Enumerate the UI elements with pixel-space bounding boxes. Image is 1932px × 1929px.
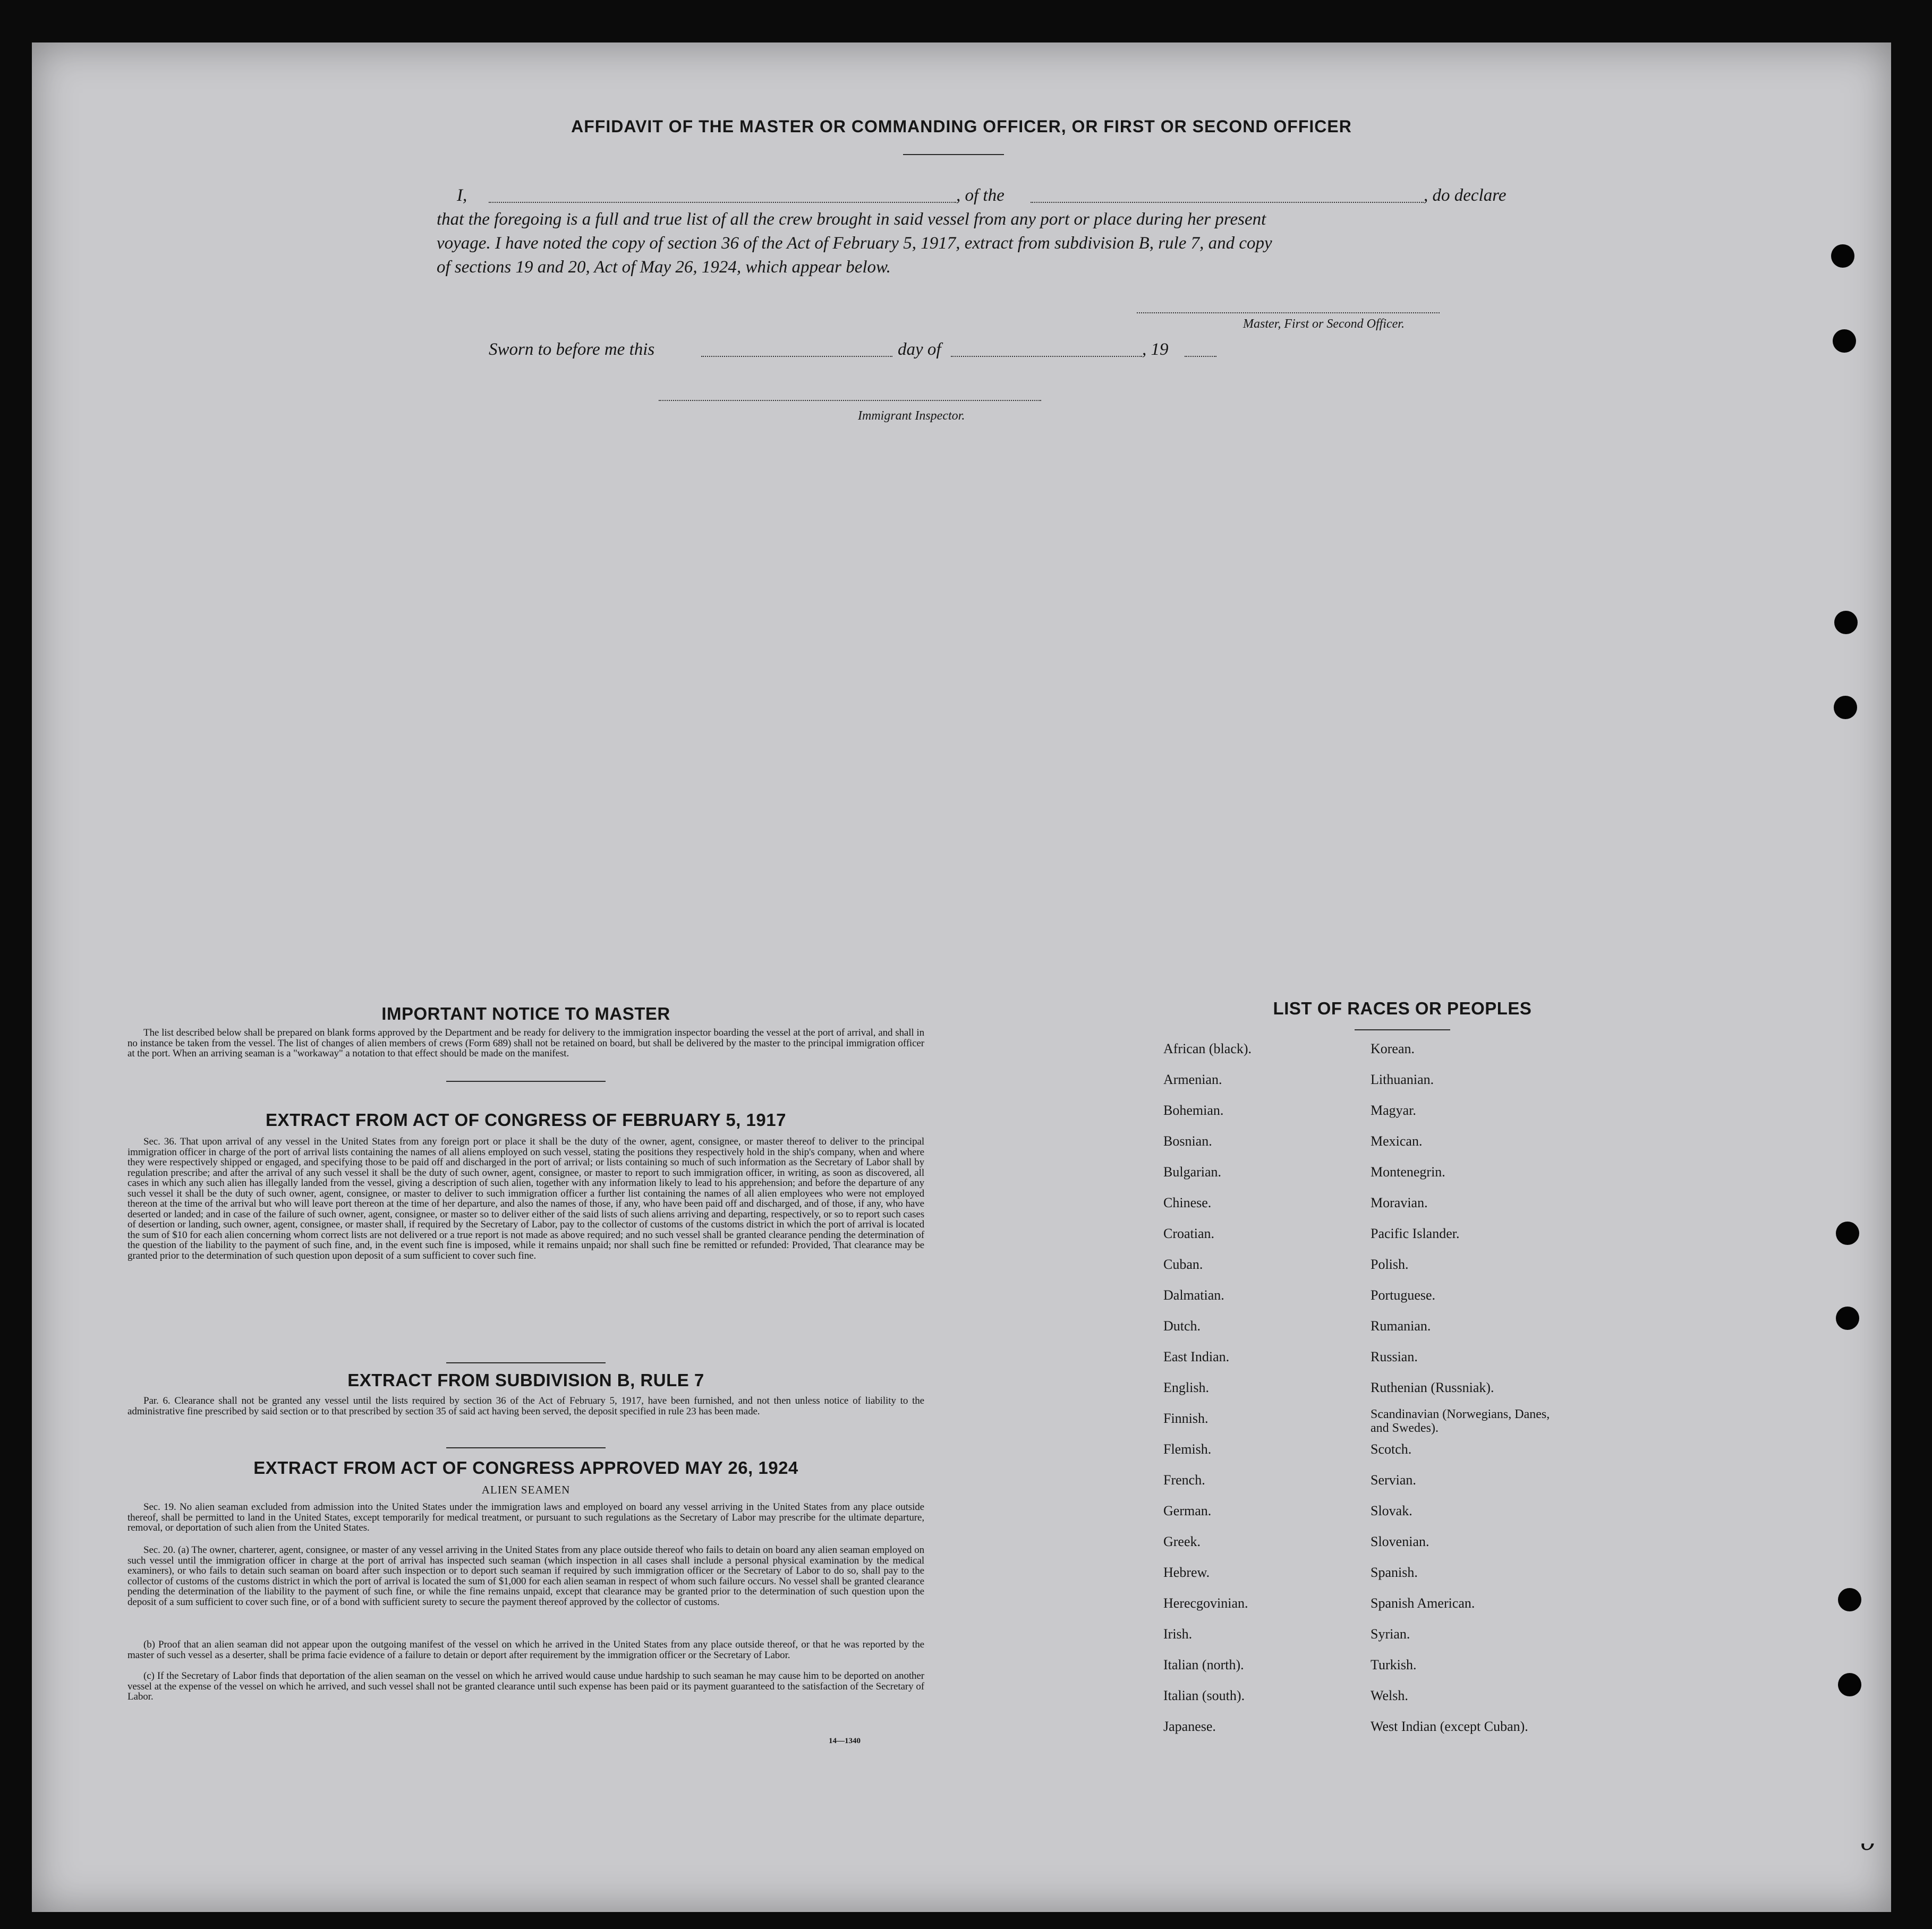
race-left-item: East Indian. [1163,1349,1230,1364]
divider [446,1362,606,1363]
race-right-item: Slovak. [1371,1503,1412,1518]
race-right-item: Moravian. [1371,1195,1428,1210]
punch-hole [1834,696,1857,719]
sec20c-text: (c) If the Secretary of Labor finds that deportation of the alien seaman on the vessel on which he arrived would cause undue hardship to such seaman he may cause him to be deported on another vessel at the expense of the vessel on which he arrived, and such vessel shall not be granted clearance until such expense has been paid or its payment guaranteed to the satisfaction of the Secretary of Labor. [127,1670,924,1702]
race-right-item: Scandinavian (Norwegians, Danes, and Swedes). [1371,1407,1550,1435]
race-left-item: Chinese. [1163,1195,1212,1210]
race-right-item: Turkish. [1371,1657,1417,1672]
declaration-line-4: of sections 19 and 20, Act of May 26, 1924, which appear below. [437,258,891,277]
race-left-item: Finnish. [1163,1411,1208,1426]
race-right-item: Syrian. [1371,1626,1410,1642]
race-left-item: Armenian. [1163,1072,1222,1087]
year-prefix-label: , 19 [1142,340,1169,359]
race-right-item: Korean. [1371,1041,1415,1056]
race-left-item: German. [1163,1503,1212,1518]
punch-hole [1838,1673,1861,1696]
rule7-text: Par. 6. Clearance shall not be granted any vessel until the lists required by section 36 of the Act of February 5, 1917, have been furnished, and not then unless notice of liability to the administrative fine prescribed by said section or to that prescribed by section 35 of said act having been served, the deposit specified in rule 23 has been made. [127,1395,924,1417]
punch-hole [1838,1588,1861,1611]
sec20a-text: Sec. 20. (a) The owner, charterer, agent, consignee, or master of any vessel arriving in the United States from any place outside thereof who fails to detain on board any alien seaman employed on such vessel until the immigration officer in charge at the port of arrival has inspected such seaman (which inspection in all cases shall include a personal physical examination by the medical examiners), or who fails to detain such seaman on board after such inspection or to deport such seaman if required by such immigration officer or the Secretary of Labor to do so, shall pay to the collector of customs of the customs district in which the port of arrival is located the sum of $1,000 for each alien seaman in respect of whom such failure occurs. No vessel shall be granted clearance pending the determination of the liability to the payment of such fine, or while the fine remains unpaid, except that clearance may be granted prior to the determination of such question upon the deposit of a sum sufficient to cover such fine, or of a bond with sufficient surety to secure the payment thereof approved by the collector of customs. [127,1544,924,1608]
handwritten-mark: ᴗ [1859,1827,1874,1856]
race-right-item: Scotch. [1371,1441,1412,1457]
race-left-item: Croatian. [1163,1226,1215,1241]
race-right-item: Ruthenian (Russniak). [1371,1380,1494,1395]
notice-text: The list described below shall be prepared on blank forms approved by the Department and be ready for delivery to the immigration inspector boarding the vessel at the port of arrival, and shall in no instance be taken from the vessel. The list of changes of alien members of crews (Form 689) shall not be retained on board, but shall be delivered by the master to the principal immigration officer at the port. When an arriving seaman is a "workaway" a notation to that effect should be made on the manifest. [127,1027,924,1059]
punch-hole [1834,611,1858,634]
race-left-item: African (black). [1163,1041,1252,1056]
races-title: LIST OF RACES OR PEOPLES [1273,998,1532,1018]
race-left-item: Flemish. [1163,1441,1212,1457]
race-left-item: Cuban. [1163,1257,1203,1272]
name-field[interactable] [489,202,956,203]
declaration-line-3: voyage. I have noted the copy of section 36 of the Act of February 5, 1917, extract from subdivision B, rule 7, and copy [437,234,1272,253]
sec20b-text: (b) Proof that an alien seaman did not appear upon the outgoing manifest of the vessel on which he arrived in the United States from any place outside thereof, or that he was reported by the master of such vessel as a deserter, shall be prima facie evidence of a failure to detain or deport after requirement by the immigration officer or the Secretary of Labor. [127,1639,924,1661]
race-right-item: Portuguese. [1371,1287,1436,1303]
race-left-item: English. [1163,1380,1209,1395]
day-of-label: day of [898,340,941,359]
sworn-year-field[interactable] [1185,356,1216,357]
extract-1917-text: Sec. 36. That upon arrival of any vessel in the United States from any foreign port or place it shall be the duty of the owner, agent, consignee, or master thereof to deliver to the principal immigration officer in charge of the port of arrival lists containing the names of all aliens employed on such vessel, stating the positions they respectively hold in the ship's company, when and where they were respectively shipped or engaged, and specifying those to be paid off and discharged in the port of arrival; or lists containing so much of such information as the Secretary of Labor shall by regulation prescribe; and after the arrival of any such vessel it shall be the duty of such owner, agent, consignee, or master to report to such immigration officer, in writing, as soon as discovered, all cases in which any such alien has illegally landed from the vessel, giving a description of such alien, together with any information likely to lead to his apprehension; and before the departure of any such vessel it shall be the duty of such owner, agent, consignee, or master to deliver to such immigration officer a further list containing the names of all alien employees who were not employed thereon at the time of the arrival but who will leave port thereon at the time of her departure, and also the names of those, if any, who have been paid off and discharged, and of those, if any, who have deserted or landed; and in case of the failure of such owner, agent, consignee, or master so to deliver either of the said lists of such aliens arriving and departing, respectively, or so to report such cases of desertion or landing, such owner, agent, consignee, or master shall, if required by the Secretary of Labor, pay to the collector of customs of the customs district in which the port of arrival is located the sum of $10 for each alien concerning whom correct lists are not delivered or a true report is not made as above required; and no such vessel shall be granted clearance pending the determination of the question of the liability to the payment of such fine, and, in the event such fine is imposed, while it remains unpaid; nor shall such fine be remitted or refunded: Provided, That clearance may be granted prior to the determination of such question upon deposit of a sum sufficient to cover such fine. [127,1136,924,1261]
notice-title: IMPORTANT NOTICE TO MASTER [381,1004,670,1023]
declaration-i-label: I, [457,186,467,205]
race-right-item: Lithuanian. [1371,1072,1434,1087]
divider [446,1447,606,1448]
race-right-item: Russian. [1371,1349,1418,1364]
race-right-item: Spanish. [1371,1565,1418,1580]
race-right-item: Montenegrin. [1371,1164,1445,1180]
declaration-of-the-label: , of the [956,186,1005,205]
race-left-item: Dutch. [1163,1318,1201,1334]
sworn-day-field[interactable] [701,356,892,357]
punch-hole [1833,329,1856,353]
race-left-item: Herecgovinian. [1163,1595,1248,1611]
race-left-item: Japanese. [1163,1719,1216,1734]
alien-seamen-subtitle: ALIEN SEAMEN [481,1483,571,1496]
extract-1917-title: EXTRACT FROM ACT OF CONGRESS OF FEBRUARY 5, 1917 [266,1110,786,1130]
master-signature-label: Master, First or Second Officer. [1243,317,1405,331]
sworn-month-field[interactable] [951,356,1142,357]
document-page [32,42,1891,1912]
declaration-do-declare-label: , do declare [1424,186,1507,205]
race-right-item: Spanish American. [1371,1595,1475,1611]
divider [446,1081,606,1082]
punch-hole [1836,1307,1859,1330]
race-right-item: West Indian (except Cuban). [1371,1719,1528,1734]
title-rule [903,154,1004,155]
race-right-item: Slovenian. [1371,1534,1429,1549]
race-left-item: Hebrew. [1163,1565,1210,1580]
race-left-item: Greek. [1163,1534,1201,1549]
races-title-rule [1355,1029,1450,1030]
declaration-line-2: that the foregoing is a full and true list of all the crew brought in said vessel from any port or place during her present [437,210,1266,229]
punch-hole [1831,244,1854,268]
race-right-item: Magyar. [1371,1103,1416,1118]
race-left-item: Dalmatian. [1163,1287,1224,1303]
vessel-field[interactable] [1031,202,1424,203]
inspector-signature-line[interactable] [659,400,1041,401]
race-left-item: Italian (south). [1163,1688,1245,1703]
form-number: 14—1340 [829,1737,861,1745]
sec19-text: Sec. 19. No alien seaman excluded from admission into the United States under the immigration laws and employed on board any vessel arriving in the United States from any place outside thereof, shall be permitted to land in the United States, except temporarily for medical treatment, or pursuant to such regulations as the Secretary of Labor may prescribe for the ultimate departure, removal, or deportation of such alien from the United States. [127,1501,924,1533]
race-left-item: Bohemian. [1163,1103,1224,1118]
race-left-item: Bulgarian. [1163,1164,1222,1180]
sworn-label: Sworn to before me this [489,340,655,359]
race-right-item: Rumanian. [1371,1318,1431,1334]
extract-1924-title: EXTRACT FROM ACT OF CONGRESS APPROVED MAY 26, 1924 [253,1458,798,1478]
race-right-item: Polish. [1371,1257,1409,1272]
race-right-item: Mexican. [1371,1133,1423,1149]
master-signature-line[interactable] [1137,312,1440,313]
race-right-item: Welsh. [1371,1688,1408,1703]
race-left-item: Italian (north). [1163,1657,1244,1672]
rule7-title: EXTRACT FROM SUBDIVISION B, RULE 7 [347,1370,704,1390]
punch-hole [1836,1222,1859,1245]
affidavit-title: AFFIDAVIT OF THE MASTER OR COMMANDING OFFICER, OR FIRST OR SECOND OFFICER [571,117,1352,136]
race-left-item: French. [1163,1472,1205,1488]
race-left-item: Bosnian. [1163,1133,1212,1149]
inspector-label: Immigrant Inspector. [858,409,965,423]
race-right-item: Pacific Islander. [1371,1226,1460,1241]
race-right-item: Servian. [1371,1472,1416,1488]
race-left-item: Irish. [1163,1626,1193,1642]
